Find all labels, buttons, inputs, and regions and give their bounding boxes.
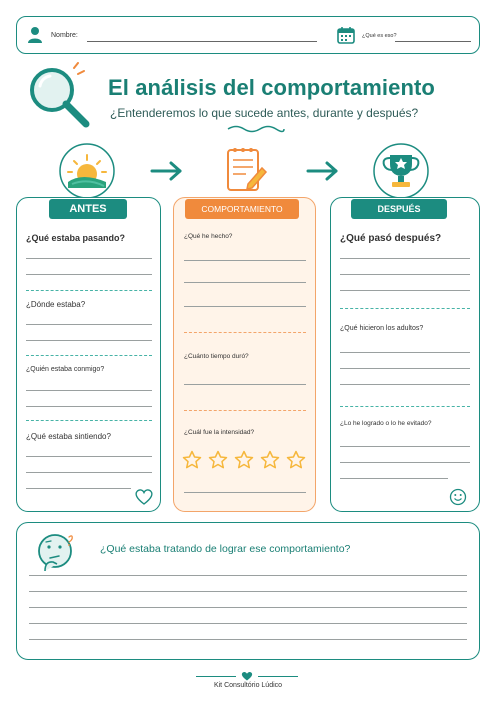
section-divider xyxy=(26,355,152,356)
answer-line[interactable] xyxy=(340,290,470,291)
answer-line[interactable] xyxy=(184,282,306,283)
despues-panel xyxy=(330,197,480,512)
star-icon[interactable] xyxy=(208,450,228,470)
answer-line[interactable] xyxy=(340,384,470,385)
section-divider xyxy=(26,420,152,421)
answer-line[interactable] xyxy=(29,591,467,592)
antes-question-3: ¿Quién estaba conmigo? xyxy=(26,366,105,373)
answer-line[interactable] xyxy=(184,384,306,385)
footer-brand: Kit Consultório Lúdico xyxy=(213,682,283,689)
name-label: Nombre: xyxy=(51,32,78,39)
date-label: ¿Qué es eso? xyxy=(362,33,397,39)
antes-question-4: ¿Qué estaba sintiendo? xyxy=(26,432,111,441)
despues-tab: DESPUÉS xyxy=(351,199,447,219)
comportamiento-question-2: ¿Cuánto tiempo duró? xyxy=(184,353,249,360)
answer-line[interactable] xyxy=(184,306,306,307)
answer-line[interactable] xyxy=(29,607,467,608)
despues-question-2: ¿Qué hicieron los adultos? xyxy=(340,325,424,332)
antes-tab: ANTES xyxy=(49,199,127,219)
antes-question-1: ¿Qué estaba pasando? xyxy=(26,233,126,243)
section-divider xyxy=(340,308,470,309)
magnifier-icon xyxy=(26,62,96,132)
answer-line[interactable] xyxy=(184,492,306,493)
reflection-box xyxy=(16,522,480,660)
answer-line[interactable] xyxy=(29,575,467,576)
intensity-rating xyxy=(182,450,307,472)
date-field[interactable] xyxy=(395,41,471,42)
answer-line[interactable] xyxy=(340,446,470,447)
answer-line[interactable] xyxy=(184,260,306,261)
arrow-right-icon xyxy=(150,160,184,182)
answer-line[interactable] xyxy=(26,456,152,457)
comportamiento-panel xyxy=(173,197,316,512)
calendar-icon xyxy=(337,26,355,44)
comportamiento-question-3: ¿Cuál fue la intensidad? xyxy=(184,429,255,436)
star-icon[interactable] xyxy=(182,450,202,470)
page-title: El análisis del comportamiento xyxy=(108,75,435,100)
answer-line[interactable] xyxy=(26,274,152,275)
answer-line[interactable] xyxy=(340,258,470,259)
arrow-right-icon xyxy=(306,160,340,182)
comportamiento-question-1: ¿Qué he hecho? xyxy=(184,233,233,240)
star-icon[interactable] xyxy=(260,450,280,470)
antes-panel xyxy=(16,197,161,512)
notepad-icon xyxy=(218,144,270,198)
star-icon[interactable] xyxy=(286,450,306,470)
trophy-icon xyxy=(372,142,430,200)
despues-question-3: ¿Lo he logrado o lo he evitado? xyxy=(340,420,432,427)
answer-line[interactable] xyxy=(26,324,152,325)
answer-line[interactable] xyxy=(340,274,470,275)
section-divider xyxy=(26,290,152,291)
answer-line[interactable] xyxy=(26,488,131,489)
answer-line[interactable] xyxy=(340,352,470,353)
despues-question-1: ¿Qué pasó después? xyxy=(340,233,442,244)
antes-question-2: ¿Dónde estaba? xyxy=(26,300,86,309)
answer-line[interactable] xyxy=(340,462,470,463)
user-icon xyxy=(27,26,43,44)
answer-line[interactable] xyxy=(29,623,467,624)
name-field[interactable] xyxy=(87,41,317,42)
answer-line[interactable] xyxy=(26,406,152,407)
smiley-icon xyxy=(449,488,467,506)
answer-line[interactable] xyxy=(26,472,152,473)
answer-line[interactable] xyxy=(340,368,470,369)
heart-icon xyxy=(134,488,154,506)
star-icon[interactable] xyxy=(234,450,254,470)
thinking-face-icon xyxy=(35,531,77,573)
section-divider xyxy=(184,332,306,333)
comportamiento-tab: COMPORTAMIENTO xyxy=(185,199,299,219)
answer-line[interactable] xyxy=(340,478,448,479)
answer-line[interactable] xyxy=(26,390,152,391)
answer-line[interactable] xyxy=(26,340,152,341)
answer-line[interactable] xyxy=(29,639,467,640)
section-divider xyxy=(340,406,470,407)
sunrise-icon xyxy=(58,142,116,200)
footer-ornament xyxy=(196,676,300,678)
reflection-question: ¿Qué estaba tratando de lograr ese comportamiento? xyxy=(100,543,351,555)
page-subtitle: ¿Entenderemos lo que sucede antes, durante y después? xyxy=(110,106,419,120)
section-divider xyxy=(184,410,306,411)
squiggle-divider xyxy=(226,124,286,134)
answer-line[interactable] xyxy=(26,258,152,259)
heart-icon xyxy=(241,671,253,681)
header-bar xyxy=(16,16,480,54)
